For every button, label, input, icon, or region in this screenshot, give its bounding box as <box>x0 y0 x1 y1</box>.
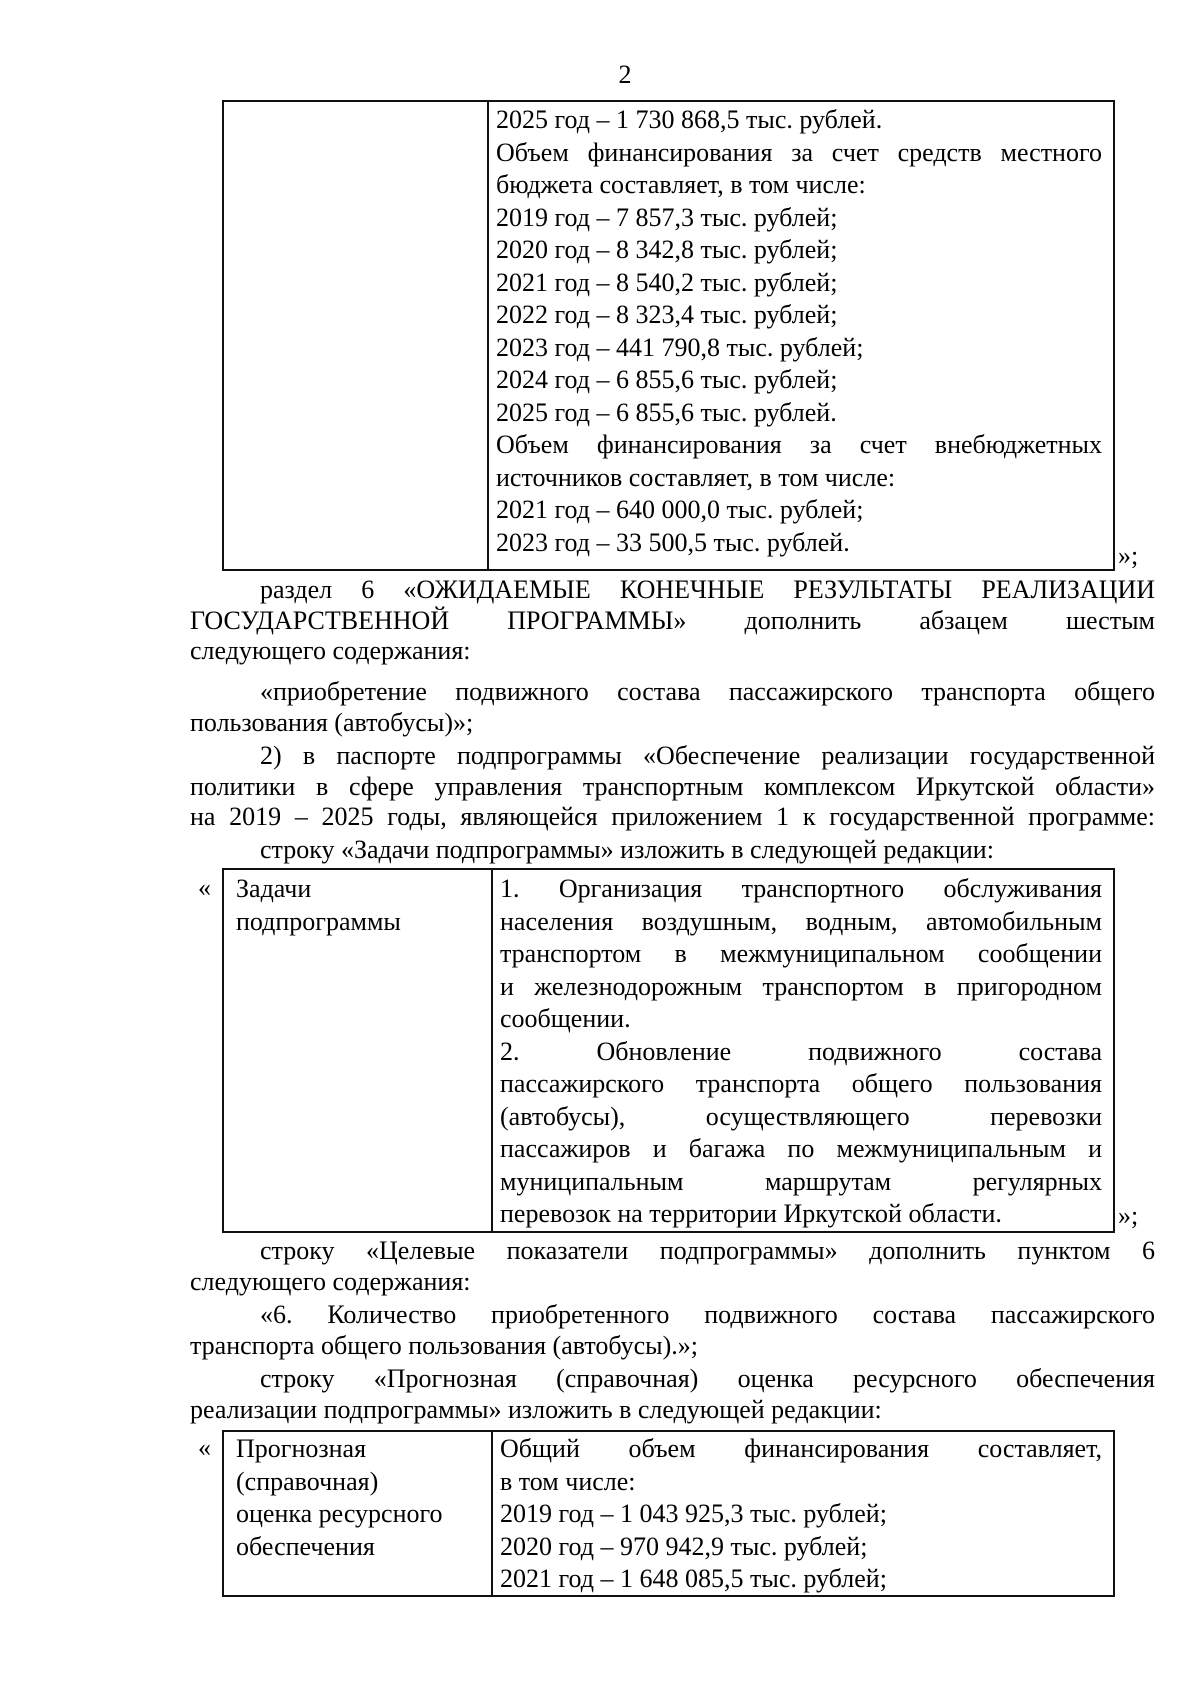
table-line: перевозок на территории Иркутской области. <box>500 1199 1002 1228</box>
table-line: 2020 год – 970 942,9 тыс. рублей; <box>500 1531 868 1561</box>
paragraph-line: реализации подпрограммы» изложить в следующей редакции: <box>190 1394 882 1424</box>
subprogram-passport-paragraph <box>190 741 1155 833</box>
target-indicators-paragraph <box>190 1236 1155 1297</box>
opening-quote-mark: « <box>198 1433 211 1462</box>
buses-paragraph <box>190 677 1155 738</box>
table-line: Объем финансирования за счет внебюджетных <box>496 430 1102 459</box>
paragraph-line: раздел 6 «ОЖИДАЕМЫЕ КОНЕЧНЫЕ РЕЗУЛЬТАТЫ РЕАЛИЗАЦИИ <box>260 575 1155 604</box>
resource-estimate-paragraph <box>190 1364 1155 1425</box>
paragraph-line: строку «Целевые показатели подпрограммы» дополнить пунктом 6 <box>260 1236 1155 1265</box>
table-line: и железнодорожным транспортом в пригородном <box>500 971 1102 1001</box>
table-line: пассажиров и багажа по межмуниципальным и <box>500 1134 1102 1163</box>
table-line: 2021 год – 1 648 085,5 тыс. рублей; <box>500 1564 887 1593</box>
paragraph-line: следующего содержания: <box>190 1266 471 1296</box>
table-line: в том числе: <box>500 1466 636 1496</box>
section-6-paragraph <box>190 575 1155 667</box>
table-line: источников составляет, в том числе: <box>496 462 896 492</box>
table-line: 2025 год – 6 855,6 тыс. рублей. <box>496 397 837 427</box>
resource-table-left-cell <box>236 1433 443 1563</box>
table-line: подпрограммы <box>236 906 401 936</box>
paragraph-line: следующего содержания: <box>190 636 471 665</box>
paragraph-line: политики в сфере управления транспортным комплексом Иркутской области» <box>190 771 1155 801</box>
table-line: Общий объем финансирования составляет, <box>500 1434 1102 1463</box>
table-line: 2023 год – 33 500,5 тыс. рублей. <box>496 527 850 557</box>
table-line: Объем финансирования за счет средств местного <box>496 137 1102 167</box>
paragraph-line: пользования (автобусы)»; <box>190 707 474 737</box>
closing-quote-mark: »; <box>1118 1201 1139 1230</box>
page-number: 2 <box>618 60 632 89</box>
tasks-row-paragraph <box>190 835 1155 866</box>
table-line: обеспечения <box>236 1531 375 1561</box>
funding-table-right-cell <box>496 104 1102 559</box>
table-line: 2. Обновление подвижного состава <box>500 1036 1102 1066</box>
paragraph-line: «приобретение подвижного состава пассажирского транспорта общего <box>260 677 1155 706</box>
table-line: пассажирского транспорта общего пользования <box>500 1069 1102 1098</box>
table-line: 2024 год – 6 855,6 тыс. рублей; <box>496 365 838 394</box>
table-line: (автобусы), осуществляющего перевозки <box>500 1101 1102 1131</box>
table-line: Задачи <box>236 874 312 903</box>
resource-table-right-cell <box>500 1433 1102 1596</box>
tasks-table-left-cell <box>236 873 401 938</box>
table-line: муниципальным маршрутам регулярных <box>500 1166 1102 1196</box>
paragraph-line: 2) в паспорте подпрограммы «Обеспечение реализации государственной <box>260 741 1155 770</box>
paragraph-line: строку «Прогнозная (справочная) оценка ресурсного обеспечения <box>260 1364 1155 1393</box>
table-line: оценка ресурсного <box>236 1499 443 1528</box>
opening-quote-mark: « <box>198 873 211 902</box>
paragraph-line: транспорта общего пользования (автобусы).»; <box>190 1330 699 1360</box>
table-line: 1. Организация транспортного обслуживания <box>500 874 1102 903</box>
table-line: сообщении. <box>500 1004 631 1033</box>
table-line: Прогнозная <box>236 1434 367 1463</box>
paragraph-line: «6. Количество приобретенного подвижного состава пассажирского <box>260 1300 1155 1329</box>
paragraph-line: строку «Задачи подпрограммы» изложить в следующей редакции: <box>260 835 994 864</box>
table-line: 2022 год – 8 323,4 тыс. рублей; <box>496 300 838 329</box>
table-line: (справочная) <box>236 1466 379 1496</box>
paragraph-line: на 2019 – 2025 годы, являющейся приложением 1 к государственной программе: <box>190 802 1155 831</box>
table-line: 2020 год – 8 342,8 тыс. рублей; <box>496 235 838 264</box>
table-line: бюджета составляет, в том числе: <box>496 170 866 199</box>
table-line: 2021 год – 8 540,2 тыс. рублей; <box>496 267 838 297</box>
table-line: транспортом в межмуниципальном сообщении <box>500 939 1102 968</box>
table-line: 2019 год – 7 857,3 тыс. рублей; <box>496 202 838 232</box>
table-line: населения воздушным, водным, автомобильным <box>500 906 1102 936</box>
tasks-table-right-cell <box>500 873 1102 1231</box>
closing-quote-mark: »; <box>1118 541 1139 570</box>
indicator-6-paragraph <box>190 1300 1155 1361</box>
table-line: 2021 год – 640 000,0 тыс. рублей; <box>496 495 864 524</box>
table-line: 2019 год – 1 043 925,3 тыс. рублей; <box>500 1499 887 1528</box>
table-line: 2025 год – 1 730 868,5 тыс. рублей. <box>496 105 883 134</box>
table-line: 2023 год – 441 790,8 тыс. рублей; <box>496 332 864 362</box>
paragraph-line: ГОСУДАРСТВЕННОЙ ПРОГРАММЫ» дополнить абзацем шестым <box>190 605 1155 635</box>
